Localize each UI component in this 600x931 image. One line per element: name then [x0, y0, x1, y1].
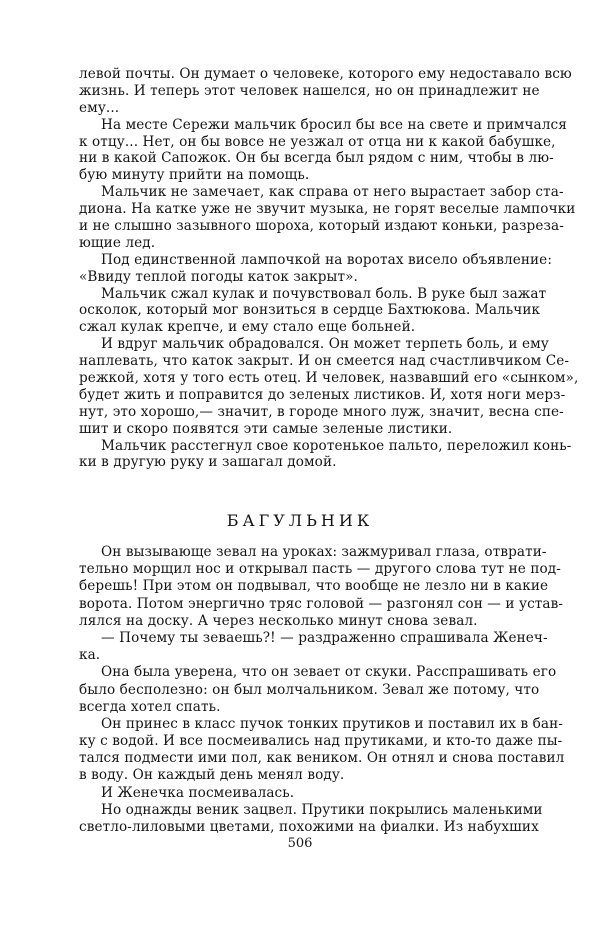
- text-line: диона. На катке уже не звучит музыка, не горят веселые лампочки: [79, 201, 576, 218]
- text-line: Мальчик сжал кулак и почувствовал боль. В руке был зажат: [101, 285, 547, 302]
- text-line: На месте Сережи мальчик бросил бы все на свете и примчался: [101, 116, 567, 133]
- paragraph: [79, 251, 552, 286]
- text-line: ворота. Потом энергично тряс головой — разгонял сон — и устав-: [79, 595, 564, 612]
- chapter-title: БАГУЛЬНИК: [226, 511, 374, 530]
- text-line: «Ввиду теплой погоды каток закрыт».: [79, 268, 358, 285]
- paragraph: [79, 544, 564, 630]
- text-line: в воду. Он каждый день менял воду.: [79, 767, 345, 784]
- text-line: Мальчик не замечает, как справа от него вырастает забор ста-: [101, 184, 564, 201]
- text-line: будет жить и поправится до зеленых листиков. И, хотя ноги мерз-: [79, 386, 566, 403]
- text-line: ему...: [79, 99, 120, 116]
- text-line: — Почему ты зеваешь?! — раздраженно спрашивала Женеч-: [101, 629, 548, 646]
- text-line: сжал кулак крепче, и ему стало еще больней.: [79, 319, 416, 336]
- paragraph: [79, 116, 567, 185]
- paragraph: [79, 629, 548, 664]
- text-line: ку с водой. И все посмеивались над прутиками, и кто-то даже пы-: [79, 733, 563, 750]
- text-line: жизнь. И теперь этот человек нашелся, но он принадлежит не: [79, 82, 540, 99]
- text-line: Мальчик расстегнул свое коротенькое пальто, переложил конь-: [101, 437, 572, 454]
- text-line: шит и скоро появятся эти самые зеленые листики.: [79, 420, 453, 437]
- text-block-part2: [79, 544, 565, 836]
- text-line: к отцу... Нет, он бы вовсе не уезжал от отца ни к какой бабушке,: [79, 133, 556, 150]
- text-line: ка.: [79, 647, 101, 664]
- page-number: 506: [287, 836, 313, 851]
- text-block-part1: [79, 66, 579, 471]
- paragraph: [79, 66, 572, 117]
- paragraph: [79, 184, 576, 252]
- paragraph: [79, 664, 557, 716]
- text-line: ки в другую руку и зашагал домой.: [79, 454, 337, 471]
- paragraph: [79, 715, 565, 785]
- text-line: Она была уверена, что он зевает от скуки. Расспрашивать его: [101, 664, 557, 681]
- text-line: берешь! При этом он подвывал, что вообще не лезло ни в какие: [79, 578, 549, 595]
- text-line: И Женечка посмеивалась.: [101, 784, 295, 801]
- text-line: и не слышно зазывного шороха, который издают коньки, разреза-: [79, 218, 564, 235]
- text-line: наплевать, что каток закрыт. И он смеется над счастливчиком Се-: [79, 353, 570, 370]
- text-line: ющие лед.: [79, 234, 156, 251]
- text-line: бую минуту прийти на помощь.: [79, 167, 310, 184]
- text-line: тался подмести ими пол, как веником. Он отнял и снова поставил: [79, 750, 565, 767]
- paragraph: [79, 437, 572, 472]
- text-line: светло-лиловыми цветами, похожими на фиалки. Из набухших: [79, 819, 539, 835]
- text-line: всегда хотел спать.: [79, 698, 221, 715]
- paragraph: [79, 785, 535, 802]
- text-line: Но однажды веник зацвел. Прутики покрылись маленькими: [101, 801, 543, 818]
- paragraph: [79, 336, 579, 437]
- text-line: И вдруг мальчик обрадовался. Он может терпеть боль, и ему: [101, 336, 549, 353]
- text-line: тельно морщил нос и открывал пасть — другого слова тут не под-: [79, 561, 561, 578]
- paragraph: [79, 285, 547, 337]
- text-line: Он вызывающе зевал на уроках: зажмуривал глаза, отврати-: [101, 544, 547, 560]
- text-line: левой почты. Он думает о человеке, которого ему недоставало всю: [79, 66, 572, 82]
- text-line: режкой, хотя у того есть отец. И человек, назвавший его «сынком»,: [79, 370, 579, 387]
- text-line: было бесполезно: он был молчальником. Зевал же потому, что: [79, 681, 540, 698]
- text-line: нут, это хорошо,— значит, в городе много луж, значит, весна спе-: [79, 403, 564, 420]
- text-line: ни в какой Сапожок. Он бы всегда был рядом с ним, чтобы в лю-: [79, 150, 554, 167]
- text-line: лялся на доску. А через несколько минут снова зевал.: [79, 612, 478, 629]
- paragraph: [79, 801, 543, 836]
- text-line: Под единственной лампочкой на воротах висело объявление:: [101, 251, 552, 268]
- text-line: Он принес в класс пучок тонких прутиков и поставил их в бан-: [101, 715, 563, 732]
- text-line: осколок, который мог вонзиться в сердце Бахтюкова. Мальчик: [79, 302, 541, 319]
